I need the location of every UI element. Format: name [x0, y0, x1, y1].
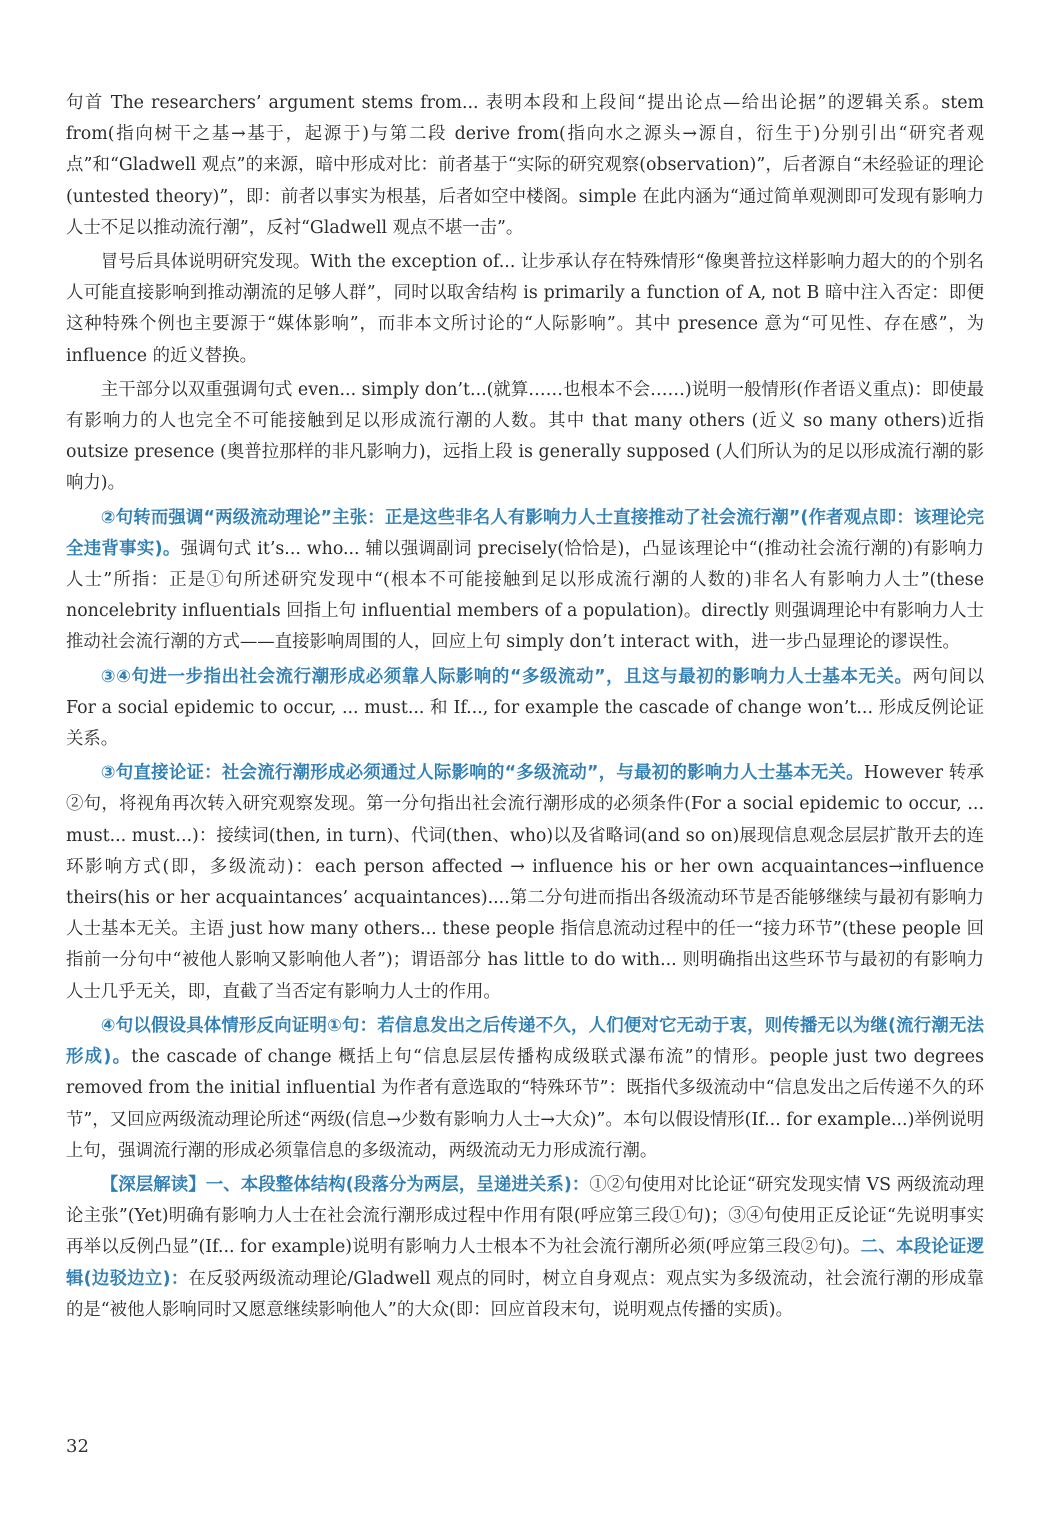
paragraph-5-highlight: ③④句进一步指出社会流行潮形成必须靠人际影响的“多级流动”，且这与最初的影响力人士基本无关。: [100, 666, 913, 687]
paragraph-4-text: 强调句式 it’s... who... 辅以强调副词 precisely(恰恰是)，凸显该理论中“(推动社会流行潮的)有影响力人士”所指：正是①句所述研究发现中“(根本不可能接触到足以形成流行潮的人数的)非名人有影响力人士”(these noncelebrity influentials 回指上句 influential members of a population)。directly 则强调理论中有影响力人士推动社会流行潮的方式——直接影响周围的人，回应上句 simply don’t interact with，进一步凸显理论的谬误性。: [66, 538, 984, 653]
paragraph-5: [66, 662, 984, 756]
page-number: 32: [66, 1436, 89, 1457]
paragraph-3: [66, 375, 984, 500]
paragraph-7-text: the cascade of change 概括上句“信息层层传播构成级联式瀑布流”的情形。people just two degrees removed from the initial influential 为作者有意选取的“特殊环节”：既指代多级流动中“信息发出之后传递不久的环节”，又回应两级流动理论所述“两级(信息→少数有影响力人士→大众)”。本句以假设情形(If... for example...)举例说明上句，强调流行潮的形成必须靠信息的多级流动，两级流动无力形成流行潮。: [66, 1047, 984, 1161]
deep-analysis-heading-2: 二、本段论证逻辑(边驳边立)：: [66, 1237, 984, 1289]
deep-analysis-text-2: 在反驳两级流动理论/Gladwell 观点的同时，树立自身观点：观点实为多级流动，社会流行潮的形成靠的是“被他人影响同时又愿意继续影响他人”的大众(即：回应首段末句，说明观点传播的实质)。: [66, 1268, 984, 1320]
paragraph-3-text: 主干部分以双重强调句式 even... simply don’t...(就算……也根本不会……)说明一般情形(作者语义重点)：即使最有影响力的人也完全不可能接触到足以形成流行潮的人数。其中 that many others (近义 so many others)近指 outsize presence (奥普拉那样的非凡影响力)，远指上段 is generally supposed (人们所认为的足以形成流行潮的影响力)。: [66, 379, 984, 494]
deep-analysis-text-1: ①②句使用对比论证“研究发现实情 VS 两级流动理论主张”(Yet)明确有影响力人士在社会流行潮形成过程中作用有限(呼应第三段①句)；③④句使用正反论证“先说明事实再举以反例凸显”(If... for example)说明有影响力人士根本不为社会流行潮所必须(呼应第三段②句)。: [66, 1174, 985, 1258]
paragraph-6-highlight: ③句直接论证：社会流行潮形成必须通过人际影响的“多级流动”，与最初的影响力人士基本无关。: [100, 763, 864, 784]
paragraph-7-highlight: ④句以假设具体情形反向证明①句：若信息发出之后传递不久，人们便对它无动于衷，则传播无以为继(流行潮无法形成)。: [66, 1015, 984, 1068]
paragraph-2-text: 冒号后具体说明研究发现。With the exception of... 让步承认存在特殊情形“像奥普拉这样影响力超大的的个别名人可能直接影响到推动潮流的足够人群”，同时以取舍结构 is primarily a function of A, not B 暗中注入否定：即便这种特殊个例也主要源于“媒体影响”，而非本文所讨论的“人际影响”。其中 presence 意为“可见性、存在感”，为 influence 的近义替换。: [66, 252, 984, 366]
paragraph-5-text: 两句间以 For a social epidemic to occur, ... must... 和 If..., for example the cascade of change won’t... 形成反例论证关系。: [66, 666, 984, 750]
paragraph-4-highlight: ②句转而强调“两级流动理论”主张：正是这些非名人有影响力人士直接推动了社会流行潮”(作者观点即：该理论完全违背事实)。: [66, 507, 984, 559]
deep-analysis-heading-1: 【深层解读】一、本段整体结构(段落分为两层，呈递进关系)：: [100, 1174, 590, 1195]
paragraph-2: [66, 247, 984, 372]
paragraph-4: [66, 503, 984, 659]
paragraph-8-deep-analysis: [66, 1170, 984, 1326]
paragraph-6-text: However 转承②句，将视角再次转入研究观察发现。第一分句指出社会流行潮形成的必须条件(For a social epidemic to occur, ... must... must...)：接续词(then, in turn)、代词(then、who)以及省略词(and so on)展现信息观念层层扩散开去的连环影响方式(即，多级流动)：each person affected → influence his or her own acquaintances→influence theirs(his or her acquaintances’ acquaintances)....第二分句进而指出各级流动环节是否能够继续与最初有影响力人士基本无关。主语 just how many others... these people 指信息流动过程中的任一“接力环节”(these people 回指前一分句中“被他人影响又影响他人者”)；谓语部分 has little to do with... 则明确指出这些环节与最初的有影响力人士几乎无关，即，直截了当否定有影响力人士的作用。: [66, 763, 984, 1002]
paragraph-1-text: 句首 The researchers’ argument stems from... 表明本段和上段间“提出论点—给出论据”的逻辑关系。stem from(指向树干之基→基于，起源于)与第二段 derive from(指向水之源头→源自，衍生于)分别引出“研究者观点”和“Gladwell 观点”的来源，暗中形成对比：前者基于“实际的研究观察(observation)”，后者源自“未经验证的理论(untested theory)”，即：前者以事实为根基，后者如空中楼阁。simple 在此内涵为“通过简单观测即可发现有影响力人士不足以推动流行潮”，反衬“Gladwell 观点不堪一击”。: [66, 93, 984, 238]
paragraph-7: [66, 1011, 984, 1167]
paragraph-6: [66, 758, 984, 1008]
paragraph-1: [66, 88, 984, 244]
document-body: [66, 88, 984, 1326]
